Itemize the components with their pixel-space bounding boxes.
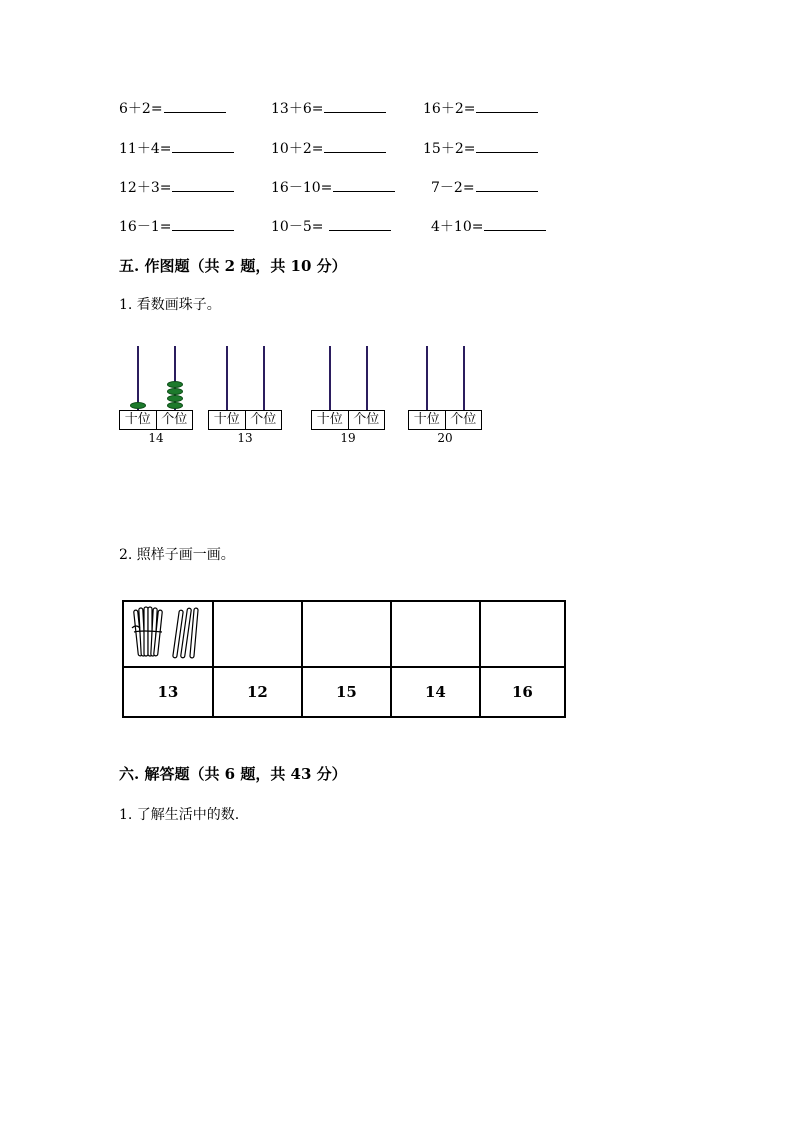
abacus[interactable] <box>208 346 282 446</box>
section-heading: 五. 作图题（共 2 题，共 10 分） <box>119 257 347 275</box>
equation: 16－10= <box>271 177 395 197</box>
answer-blank[interactable] <box>329 216 391 231</box>
draw-cell[interactable] <box>480 601 565 667</box>
bead <box>130 402 146 409</box>
place-value-label: 十位 个位 <box>408 410 482 430</box>
draw-cell[interactable] <box>302 601 391 667</box>
answer-blank[interactable] <box>476 98 538 113</box>
equation: 10－5= <box>271 216 391 236</box>
abacus[interactable] <box>311 346 385 446</box>
question-text: 2. 照样子画一画。 <box>119 547 235 563</box>
equation: 7－2= <box>431 177 538 197</box>
answer-blank[interactable] <box>324 138 386 153</box>
equation: 11＋4= <box>119 138 234 158</box>
bead <box>167 402 183 409</box>
answer-blank[interactable] <box>172 216 234 231</box>
abacus-number: 13 <box>237 431 253 445</box>
bead <box>167 388 183 395</box>
answer-blank[interactable] <box>484 216 546 231</box>
section-heading: 六. 解答题（共 6 题，共 43 分） <box>119 765 347 783</box>
number-cell: 12 <box>213 667 302 717</box>
equation: 13＋6= <box>271 98 386 118</box>
abacus-number: 20 <box>437 431 453 445</box>
equation: 16＋2= <box>423 98 538 118</box>
answer-blank[interactable] <box>333 177 395 192</box>
ones-rod <box>263 346 265 410</box>
draw-cell[interactable] <box>213 601 302 667</box>
answer-blank[interactable] <box>476 177 538 192</box>
draw-cell[interactable] <box>391 601 480 667</box>
equation: 15＋2= <box>423 138 538 158</box>
answer-blank[interactable] <box>172 177 234 192</box>
example-cell <box>123 601 213 667</box>
ones-rod <box>366 346 368 410</box>
question-text: 1. 了解生活中的数. <box>119 807 240 823</box>
bead <box>167 381 183 388</box>
tens-rod <box>329 346 331 410</box>
answer-blank[interactable] <box>164 98 226 113</box>
abacus-number: 14 <box>148 431 164 445</box>
equation: 10＋2= <box>271 138 386 158</box>
tens-rod <box>426 346 428 410</box>
number-cell: 13 <box>123 667 213 717</box>
answer-blank[interactable] <box>476 138 538 153</box>
answer-blank[interactable] <box>324 98 386 113</box>
bead <box>167 395 183 402</box>
question-text: 1. 看数画珠子。 <box>119 297 221 313</box>
answer-blank[interactable] <box>172 138 234 153</box>
number-cell: 14 <box>391 667 480 717</box>
equation: 12＋3= <box>119 177 234 197</box>
drawing-table <box>122 600 566 718</box>
equation: 6＋2= <box>119 98 226 118</box>
stick-bundle-icon <box>128 602 208 662</box>
abacus[interactable] <box>119 346 193 446</box>
number-cell: 15 <box>302 667 391 717</box>
place-value-label: 十位 个位 <box>208 410 282 430</box>
equation: 4＋10= <box>431 216 546 236</box>
number-cell: 16 <box>480 667 565 717</box>
tens-rod <box>226 346 228 410</box>
equation: 16－1= <box>119 216 234 236</box>
tens-rod <box>137 346 139 410</box>
place-value-label: 十位 个位 <box>311 410 385 430</box>
abacus[interactable] <box>408 346 482 446</box>
place-value-label: 十位 个位 <box>119 410 193 430</box>
ones-rod <box>463 346 465 410</box>
abacus-number: 19 <box>340 431 356 445</box>
